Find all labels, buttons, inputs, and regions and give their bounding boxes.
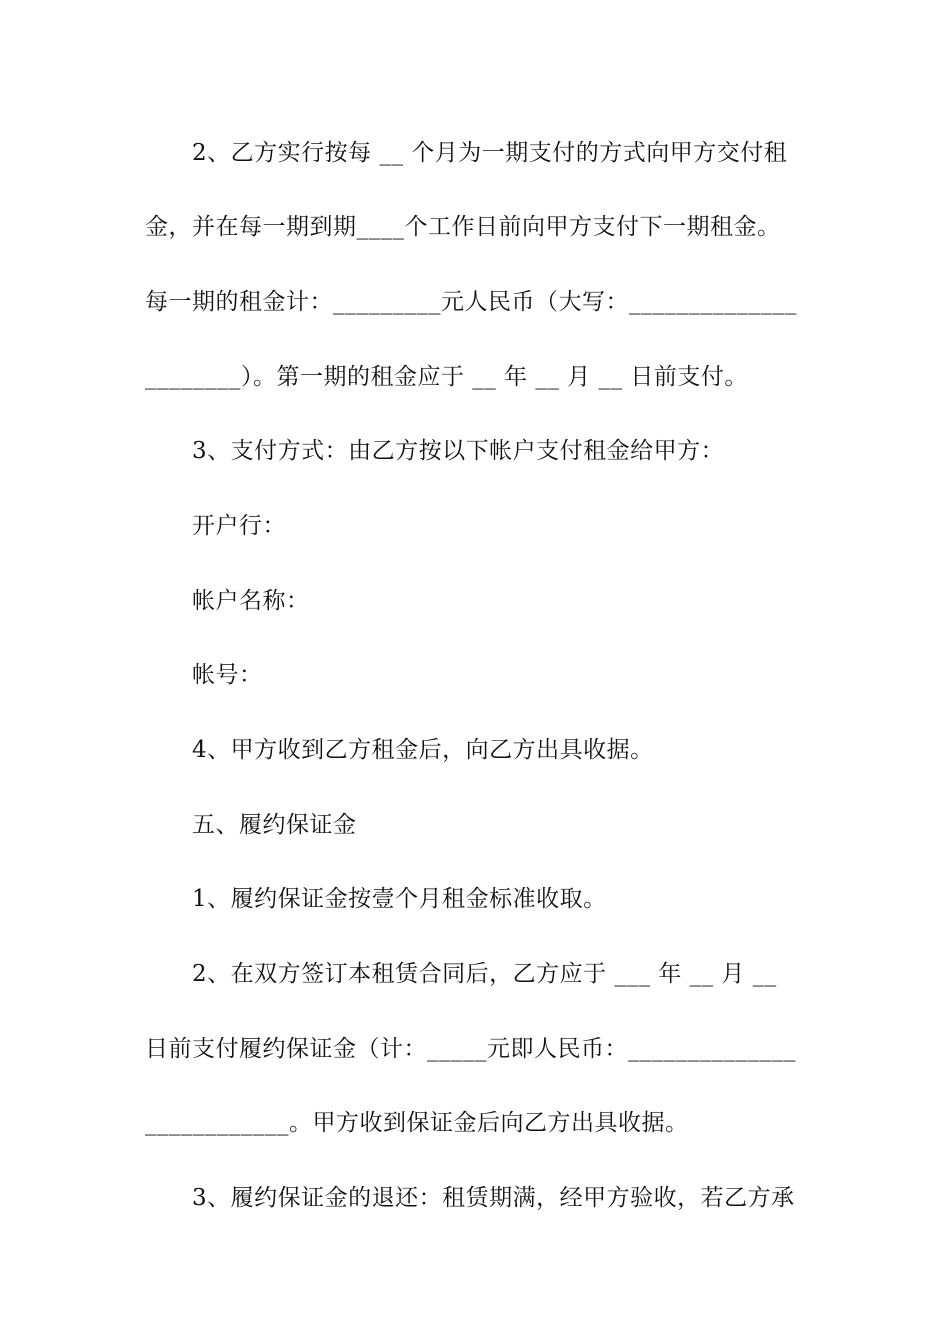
paragraph-line: 2、在双方签订本租赁合同后，乙方应于 ___ 年 __ 月 __ [192, 961, 777, 987]
paragraph-line: 4、甲方收到乙方租金后，向乙方出具收据。 [192, 737, 654, 763]
paragraph-line: 每一期的租金计：_________元人民币（大写：______________ [145, 289, 797, 315]
paragraph-line: 帐户名称： [192, 588, 310, 614]
paragraph-line: 帐号： [192, 662, 263, 688]
paragraph-line: 2、乙方实行按每 __ 个月为一期支付的方式向甲方交付租 [192, 140, 788, 166]
paragraph-line: ________）。第一期的租金应于 __ 年 __ 月 __ 日前支付。 [145, 364, 748, 390]
paragraph-line: 1、履约保证金按壹个月租金标准收取。 [192, 886, 607, 912]
section-heading: 五、履约保证金 [192, 812, 357, 838]
paragraph-line: 日前支付履约保证金（计：_____元即人民币：______________ [145, 1036, 796, 1062]
paragraph-line: ____________。甲方收到保证金后向乙方出具收据。 [145, 1110, 689, 1136]
paragraph-line: 3、支付方式：由乙方按以下帐户支付租金给甲方： [192, 438, 725, 464]
paragraph-line: 开户行： [192, 513, 286, 539]
paragraph-line: 3、履约保证金的退还：租赁期满，经甲方验收，若乙方承 [192, 1185, 795, 1211]
paragraph-line: 金，并在每一期到期____个工作日前向甲方支付下一期租金。 [145, 214, 781, 240]
